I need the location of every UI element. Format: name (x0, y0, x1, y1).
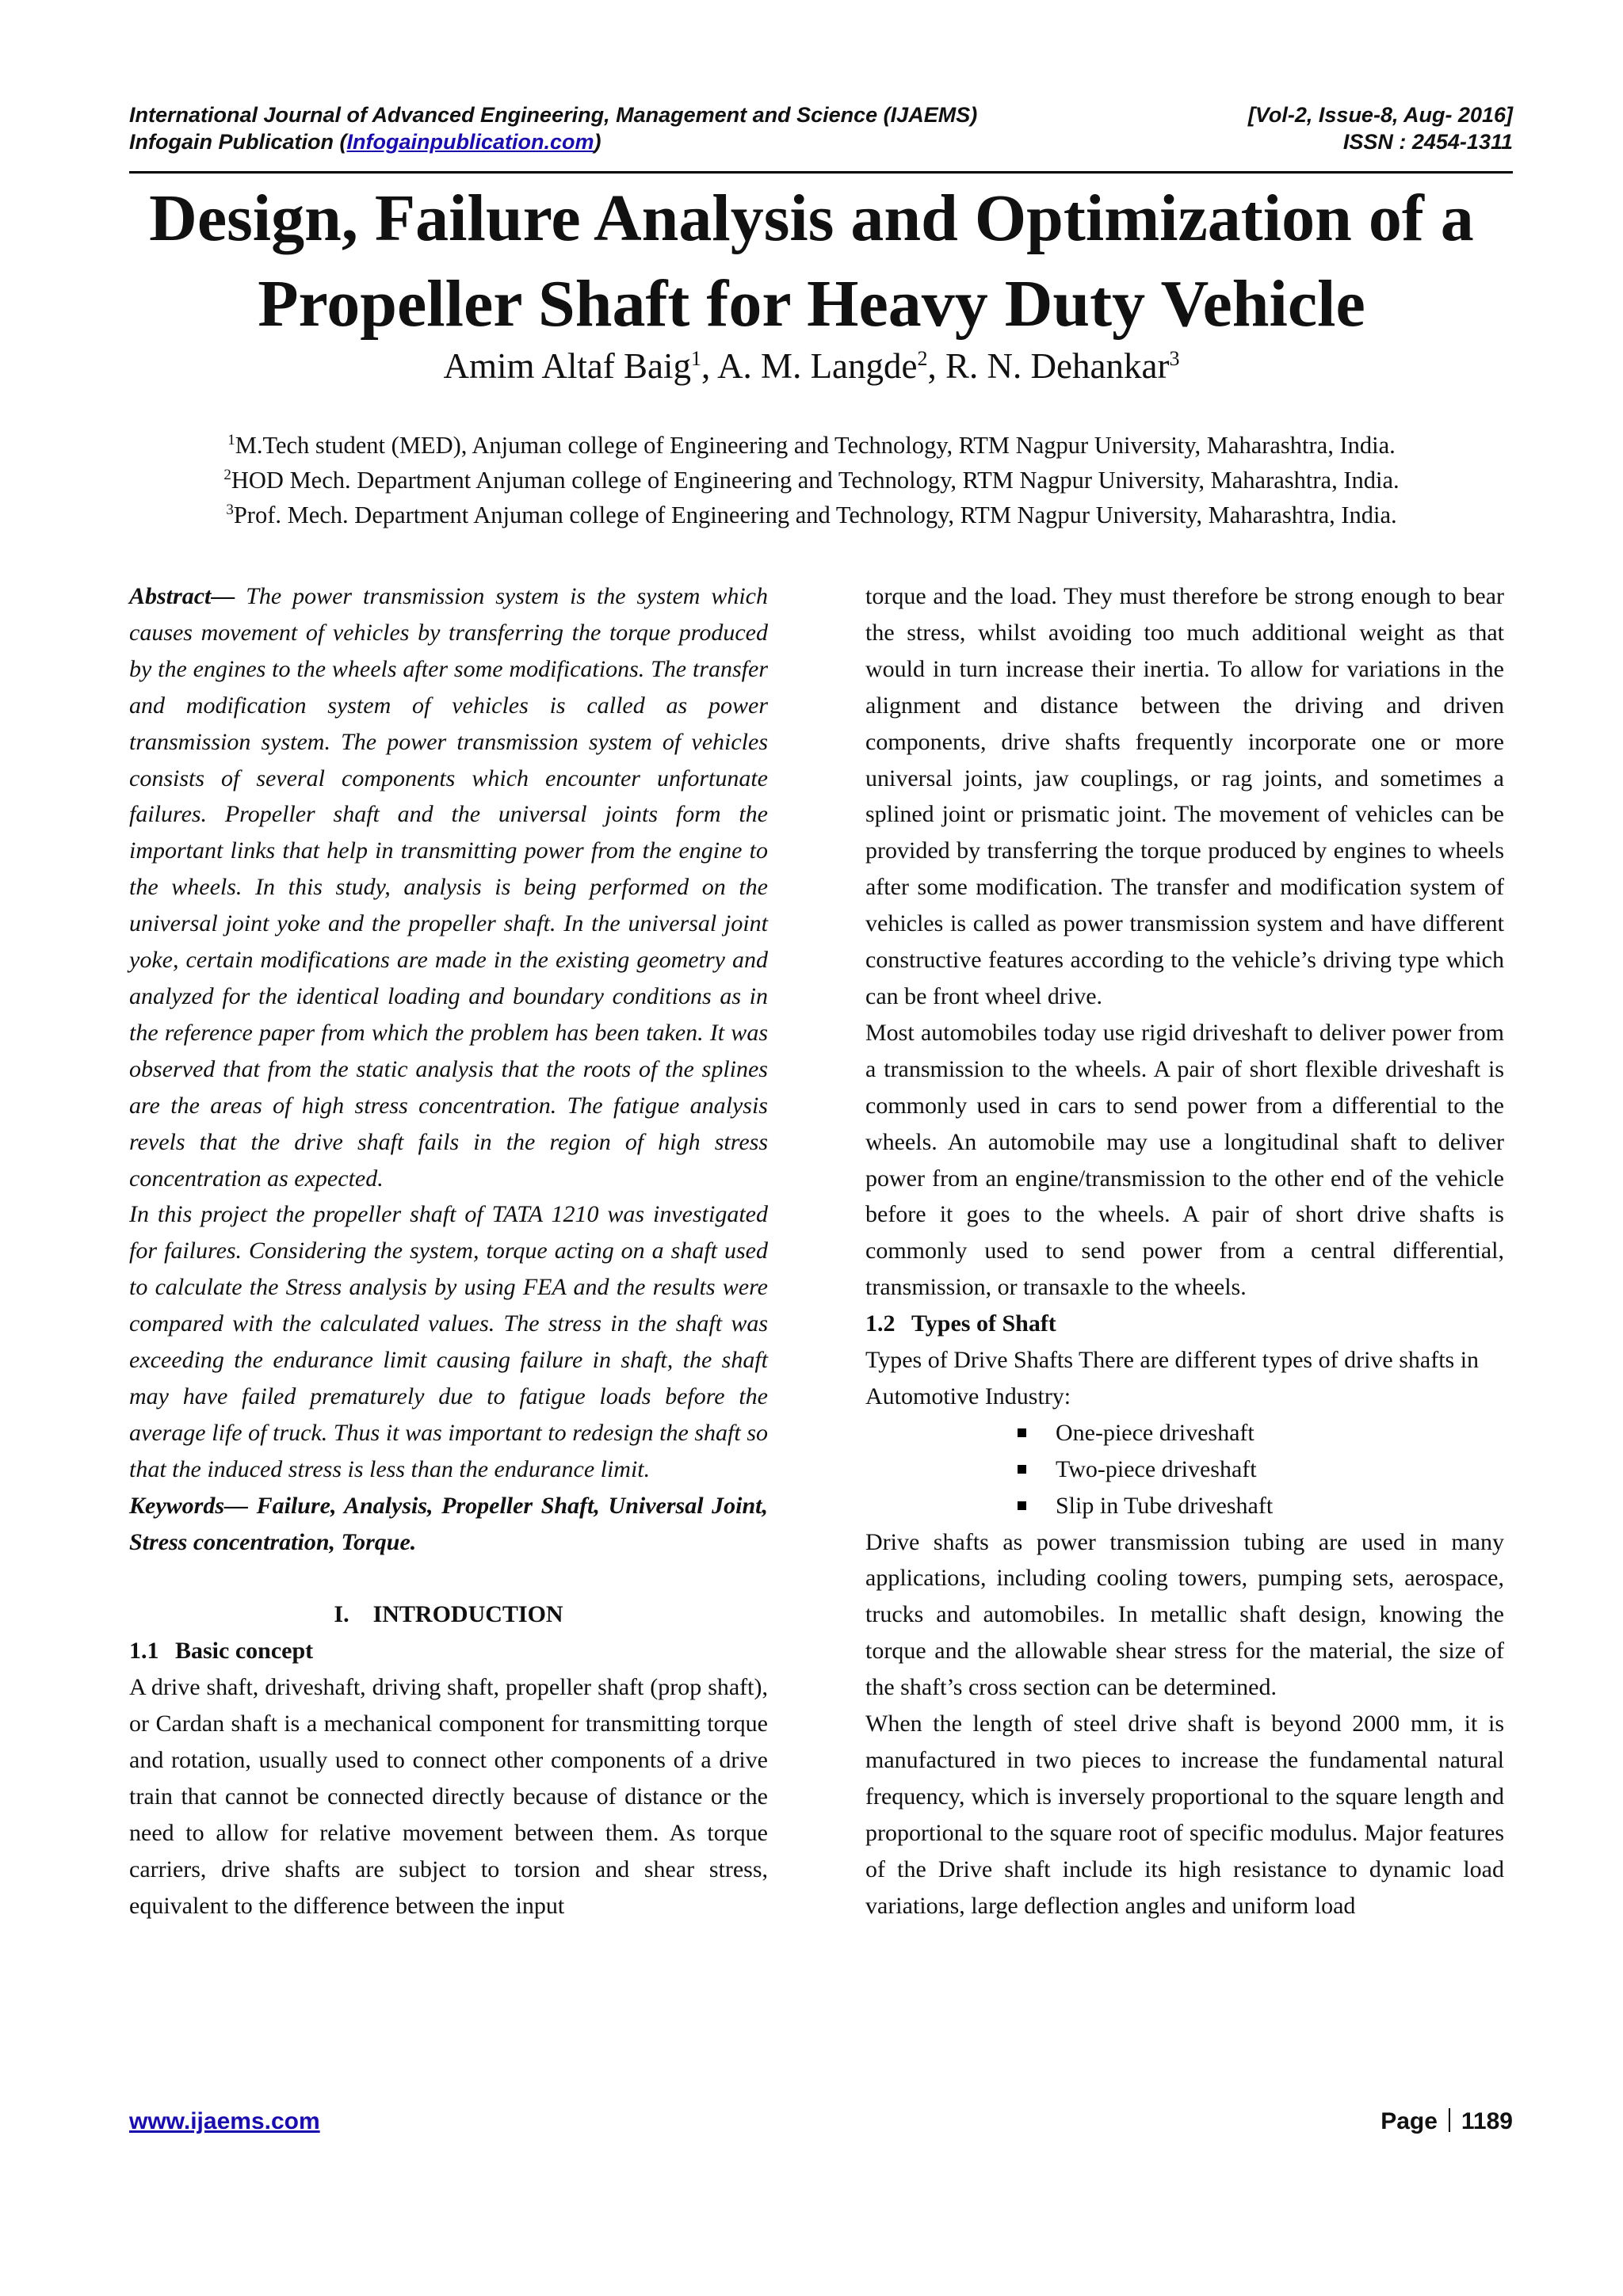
author-list: Amim Altaf Baig$^1$, A. M. Langde$^2$, R. N. Dehankar$^3$ (443, 346, 1180, 386)
body-paragraph: When the length of steel drive shaft is beyond 2000 mm, it is manufactured in two pieces to increase the fundamental natural frequency, which is inversely proportional to the square length and proportional to the square root of specific modulus. Major features of the Drive shaft include its high resistance to dynamic load variations, large deflection angles and uniform load (865, 1711, 1504, 1919)
keywords-label: Keywords— (129, 1492, 248, 1519)
affiliation: $^1$M.Tech student (MED), Anjuman college of Engineering and Technology, RTM Nagpur University, Maharashtra, India. (227, 431, 1396, 459)
body-paragraph: Drive shafts as power transmission tubing are used in many applications, including cooling towers, pumping sets, aerospace, trucks and automobiles. In metallic shaft design, knowing the torque and the allowable shear stress for the material, the size of the shaft’s cross section can be determined. (865, 1528, 1504, 1701)
page-separator (1449, 2108, 1450, 2132)
running-header (129, 101, 1513, 155)
shaft-types-list (865, 1415, 1504, 1524)
body-paragraph: torque and the load. They must therefore be strong enough to bear the stress, whilst avoiding too much additional weight as that would in turn increase their inertia. To allow for variations in the alignment and distance between the driving and driven components, drive shafts frequently incorporate one or more universal joints, jaw couplings, or rag joints, and sometimes a splined joint or prismatic joint. The movement of vehicles can be provided by transferring the torque produced by engines to wheels after some modification. The transfer and modification system of vehicles is called as power transmission system and have different constructive features according to the vehicle’s driving type which can be front wheel drive. (865, 583, 1504, 1009)
keywords: Keywords— Failure, Analysis, Propeller Shaft, Universal Joint, Stress concentration, Torque. (129, 1492, 768, 1555)
website-link[interactable]: www.ijaems.com (129, 2108, 320, 2134)
section-heading: I. INTRODUCTION (334, 1601, 563, 1628)
page-footer (129, 2106, 1513, 2138)
left-column (129, 578, 768, 1924)
page-number: Page 1189 (1381, 2108, 1513, 2134)
author: R. N. Dehankar (945, 346, 1170, 386)
volume-info: [Vol-2, Issue-8, Aug- 2016] (1247, 103, 1513, 127)
title-line-2: Propeller Shaft for Heavy Duty Vehicle (258, 267, 1365, 341)
author: Amim Altaf Baig (443, 346, 692, 386)
header-divider (129, 171, 1513, 174)
title-line-1: Design, Failure Analysis and Optimization of a (149, 181, 1474, 255)
journal-name: International Journal of Advanced Engineering, Management and Science (IJAEMS) (129, 103, 978, 127)
body-paragraph: Most automobiles today use rigid driveshaft to deliver power from a transmission to the wheels. A pair of short flexible driveshaft is commonly used in cars to send power from a differential to the wheels. An automobile may use a longitudinal shaft to deliver power from an engine/transmission to the other end of the vehicle before it goes to the wheels. A pair of short drive shafts is commonly used to send power from a central differential, transmission, or transaxle to the wheels. (865, 1019, 1504, 1301)
body-paragraph: A drive shaft, driveshaft, driving shaft, propeller shaft (prop shaft), or Cardan shaft is a mechanical component for transmitting torque and rotation, usually used to connect other components of a drive train that cannot be connected directly because of distance or the need to allow for relative movement between them. As torque carriers, drive shafts are subject to torsion and shear stress, equivalent to the difference between the input (129, 1674, 768, 1919)
affiliations (79, 428, 1544, 532)
subsection-heading: 1.2 Types of Shaft (865, 1310, 1056, 1337)
affiliation: $^2$HOD Mech. Department Anjuman college of Engineering and Technology, RTM Nagpur University, Maharashtra, India. (223, 466, 1400, 494)
list-item: Two-piece driveshaft (1016, 1451, 1504, 1488)
paper-title (79, 176, 1544, 347)
affiliation: $^3$Prof. Mech. Department Anjuman college of Engineering and Technology, RTM Nagpur University, Maharashtra, India. (226, 501, 1397, 528)
body-paragraph: Types of Drive Shafts There are different types of drive shafts in Automotive Industry: (865, 1347, 1480, 1409)
abstract: Abstract— The power transmission system is the system which causes movement of vehicles by transferring the torque produced by the engines to the wheels after some modifications. The transfer and modification system of vehicles is called as power transmission system. The power transmission system of vehicles consists of several components which encounter unfortunate failures. Propeller shaft and the universal joints form the important links that help in transmitting power from the engine to the wheels. In this study, analysis is being performed on the universal joint yoke and the propeller shaft. In the universal joint yoke, certain modifications are made in the existing geometry and analyzed for the identical loading and boundary conditions as in the reference paper from which the problem has been taken. It was observed that from the static analysis that the roots of the splines are the areas of high stress concentration. The fatigue analysis revels that the drive shaft fails in the region of high stress concentration as expected. (129, 583, 768, 1192)
list-item: One-piece driveshaft (1016, 1415, 1504, 1451)
list-item: Slip in Tube driveshaft (1016, 1488, 1504, 1524)
issn: ISSN : 2454-1311 (1342, 130, 1513, 154)
abstract-label: Abstract— (129, 583, 235, 609)
author: A. M. Langde (717, 346, 918, 386)
right-column (865, 578, 1504, 1924)
subsection-heading: 1.1 Basic concept (129, 1638, 314, 1665)
publisher: Infogain Publication (Infogainpublication.com) (129, 130, 601, 154)
publisher-link[interactable]: Infogainpublication.com (346, 130, 594, 154)
abstract-paragraph-2: In this project the propeller shaft of TATA 1210 was investigated for failures. Considering the system, torque acting on a shaft used to calculate the Stress analysis by using FEA and the results were compared with the calculated values. The stress in the shaft was exceeding the endurance limit causing failure in shaft, the shaft may have failed prematurely due to fatigue loads before the average life of truck. Thus it was important to redesign the shaft so that the induced stress is less than the endurance limit. (129, 1201, 768, 1482)
